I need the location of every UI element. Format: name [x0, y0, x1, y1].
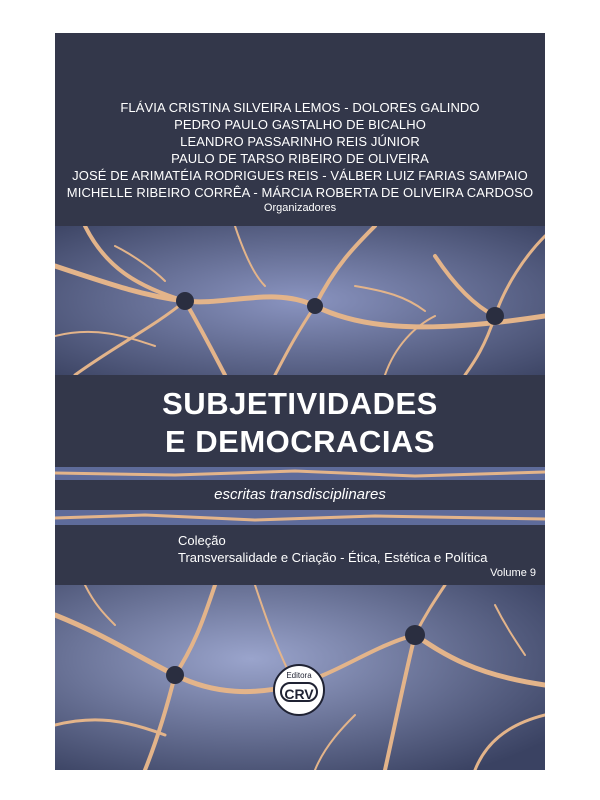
neuron-image-mid2 [55, 510, 545, 525]
neuron-illustration-top [55, 226, 545, 375]
neuron-strip-2 [55, 510, 545, 525]
publisher-logo [273, 664, 325, 716]
organizers-label: Organizadores [263, 202, 337, 214]
publisher-prefix: Editora [286, 671, 312, 680]
authors-block [55, 33, 545, 226]
author-line: LEANDRO PASSARINHO REIS JÚNIOR [180, 134, 420, 149]
book-cover [55, 33, 545, 770]
publisher-name: CRV [280, 682, 318, 702]
author-line: PAULO DE TARSO RIBEIRO DE OLIVEIRA [171, 151, 429, 166]
collection-label: Coleção [178, 533, 226, 548]
subtitle-band [55, 480, 545, 510]
author-line: PEDRO PAULO GASTALHO DE BICALHO [174, 117, 426, 132]
author-line: JOSÉ DE ARIMATÉIA RODRIGUES REIS - VÁLBER LUIZ FARIAS SAMPAIO [72, 168, 528, 183]
title-line-2: E DEMOCRACIAS [164, 424, 435, 459]
neuron-image-mid1 [55, 467, 545, 480]
title-band [55, 375, 545, 467]
neuron-image-top [55, 226, 545, 375]
collection-band [55, 525, 545, 585]
neuron-strip-1 [55, 467, 545, 480]
author-line: FLÁVIA CRISTINA SILVEIRA LEMOS - DOLORES GALINDO [120, 100, 480, 115]
collection-name: Transversalidade e Criação - Ética, Estética e Política [178, 550, 488, 565]
collection-volume: Volume 9 [490, 567, 536, 579]
author-line: MICHELLE RIBEIRO CORRÊA - MÁRCIA ROBERTA DE OLIVEIRA CARDOSO [66, 185, 534, 200]
subtitle: escritas transdisciplinares [214, 486, 386, 503]
title-line-1: SUBJETIVIDADES [162, 386, 438, 421]
